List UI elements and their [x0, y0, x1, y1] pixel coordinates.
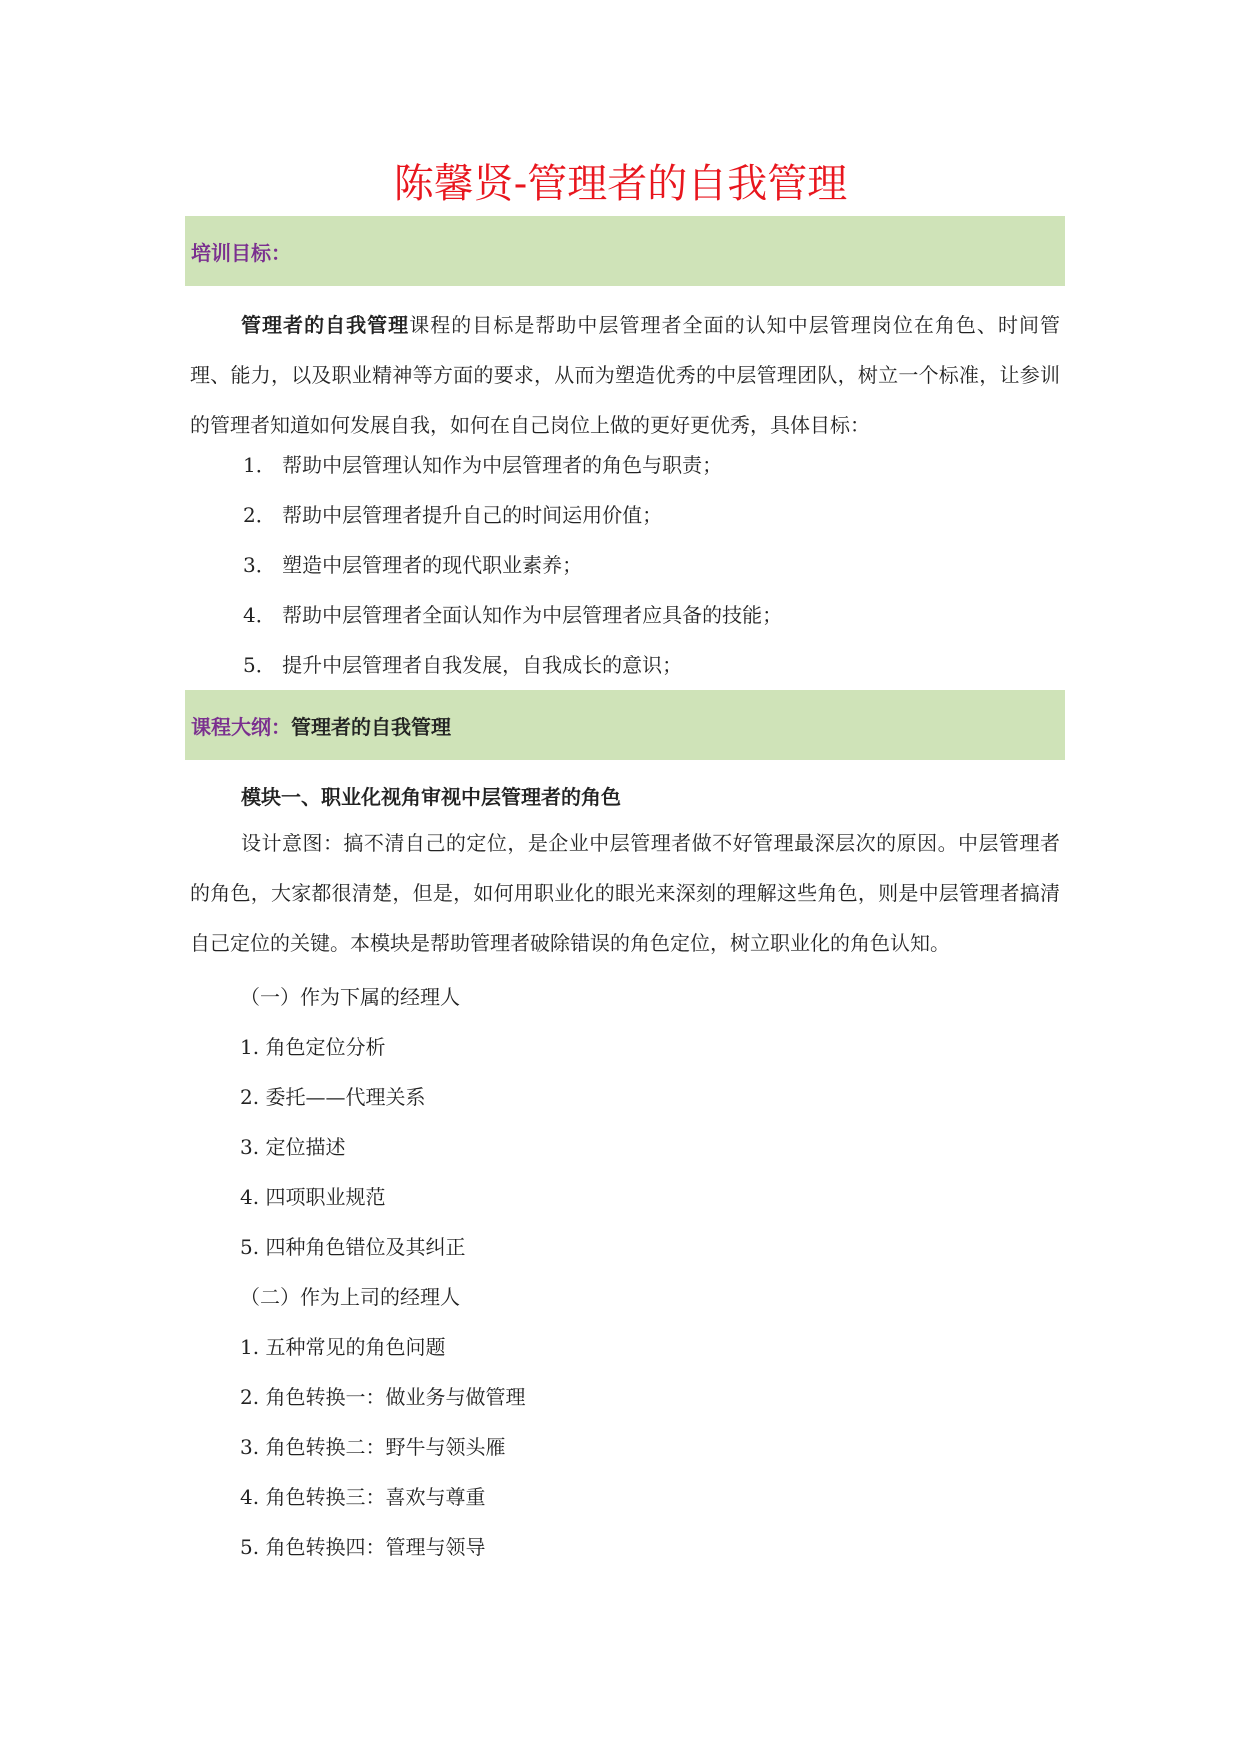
goal-item: 3． 塑造中层管理者的现代职业素养；	[243, 553, 583, 577]
list-item: 5. 四种角色错位及其纠正	[240, 1235, 466, 1259]
outline-heading-label: 课程大纲：	[191, 714, 291, 739]
list-item: 2. 委托——代理关系	[240, 1085, 426, 1109]
goal-item: 2． 帮助中层管理者提升自己的时间运用价值；	[243, 503, 663, 527]
training-goal-intro	[190, 300, 1060, 450]
goal-item: 4． 帮助中层管理者全面认知作为中层管理者应具备的技能；	[243, 603, 783, 627]
section-title: （一）作为下属的经理人	[240, 985, 460, 1009]
outline-heading-title: 管理者的自我管理	[291, 714, 451, 739]
goal-item: 1． 帮助中层管理认知作为中层管理者的角色与职责；	[243, 453, 723, 477]
list-item: 1. 角色定位分析	[240, 1035, 386, 1059]
module-title: 模块一、职业化视角审视中层管理者的角色	[241, 785, 621, 809]
goal-item: 5． 提升中层管理者自我发展，自我成长的意识；	[243, 653, 683, 677]
outline-heading-band	[185, 690, 1065, 760]
list-item: 4. 角色转换三：喜欢与尊重	[240, 1485, 486, 1509]
list-item: 3. 定位描述	[240, 1135, 346, 1159]
training-goal-heading: 培训目标：	[191, 240, 291, 265]
training-goal-heading-band	[185, 216, 1065, 286]
list-item: 3. 角色转换二：野牛与领头雁	[240, 1435, 506, 1459]
list-item: 5. 角色转换四：管理与领导	[240, 1535, 486, 1559]
design-intent: 设计意图：搞不清自己的定位，是企业中层管理者做不好管理最深层次的原因。中层管理者的角色，大家都很清楚，但是，如何用职业化的眼光来深刻的理解这些角色，则是中层管理者搞清自己定位的关键。本模块是帮助管理者破除错误的角色定位，树立职业化的角色认知。	[190, 831, 1060, 955]
list-item: 4. 四项职业规范	[240, 1185, 386, 1209]
list-item: 1. 五种常见的角色问题	[240, 1335, 446, 1359]
intro-course-name: 管理者的自我管理	[241, 313, 410, 337]
document-title: 陈馨贤-管理者的自我管理	[393, 161, 848, 207]
list-item: 2. 角色转换一：做业务与做管理	[240, 1385, 526, 1409]
section-title: （二）作为上司的经理人	[240, 1285, 460, 1309]
intro-text: 课程的目标是帮助中层管理者全面的认知中层管理岗位在角色、时间管理、能力，以及职业精神等方面的要求，从而为塑造优秀的中层管理团队，树立一个标准，让参训的管理者知道如何发展自我，如何在自己岗位上做的更好更优秀，具体目标：	[190, 313, 1061, 437]
